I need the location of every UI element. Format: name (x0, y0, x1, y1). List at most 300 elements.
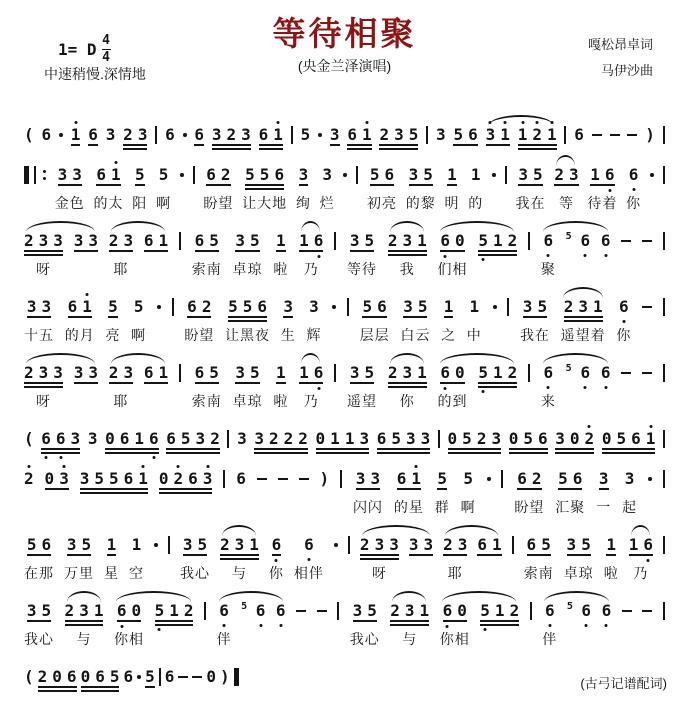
barline (501, 470, 503, 488)
note-token (41, 429, 80, 449)
note-digit: 5 (462, 429, 472, 448)
barline (528, 363, 530, 409)
augmentation-dot (343, 165, 347, 211)
barline (223, 470, 225, 488)
note-group (487, 469, 491, 489)
note-group (299, 231, 323, 251)
note-group (478, 363, 517, 383)
lyric: 你相 (114, 631, 145, 647)
lyric: 你相 (439, 631, 470, 647)
note-group (235, 363, 259, 383)
barline (340, 469, 342, 515)
barline (512, 536, 514, 554)
note-digit: 5 (533, 165, 543, 184)
note-digit: 6 (164, 667, 175, 686)
note-token (45, 469, 69, 515)
barline (663, 535, 665, 581)
note-group (444, 297, 454, 317)
note-digit: 3 (406, 429, 416, 448)
note-token (71, 125, 81, 145)
duration-dash (610, 125, 620, 145)
note-digit: 1 (518, 126, 528, 144)
note-group (27, 535, 51, 555)
note-group (137, 667, 141, 687)
phrase-paren (24, 667, 34, 687)
note-token (580, 231, 590, 277)
note-digit: 5 (453, 125, 464, 144)
note-token (88, 429, 98, 449)
note-token (273, 363, 288, 409)
note-group (663, 469, 665, 489)
note-digit: 3 (389, 535, 399, 554)
note-group (492, 165, 496, 185)
barline (159, 667, 161, 687)
note-digit: 5 (417, 297, 428, 316)
duration-dash (642, 240, 652, 242)
note-digit: 3 (70, 429, 81, 448)
barline (347, 298, 349, 316)
note-token (256, 601, 266, 647)
octave-dot-high (177, 465, 180, 468)
note-digit: 2 (443, 535, 453, 554)
augmentation-dot (183, 125, 187, 145)
note-digit: 2 (64, 601, 75, 620)
note-digit: 2 (24, 363, 34, 382)
octave-dot-low (584, 254, 587, 257)
note-group (602, 601, 612, 621)
note-digit: 5 (26, 535, 37, 554)
note-group (478, 231, 517, 251)
note-digit: 5 (565, 363, 572, 374)
lyric: 闪闪 (352, 499, 383, 515)
note-token (55, 165, 85, 211)
note-token (320, 165, 335, 211)
note-token (601, 231, 611, 277)
slur-arc (563, 287, 603, 298)
note-group (291, 125, 293, 145)
note-token (192, 231, 222, 277)
octave-dot-high (74, 121, 77, 124)
note-group (388, 231, 427, 251)
key-label: 1= D (58, 39, 97, 59)
slur-arc (631, 525, 650, 536)
barline (334, 232, 336, 250)
grace-note (566, 227, 572, 273)
note-group (24, 429, 34, 449)
barline (663, 364, 665, 382)
slur-arc (442, 591, 516, 602)
lyric: 等待 (347, 261, 378, 277)
note-group (135, 165, 145, 185)
note-group (318, 125, 322, 145)
note-digit: 0 (80, 667, 91, 686)
note-digit: 3 (486, 126, 496, 144)
note-token (444, 165, 459, 211)
note-group (397, 469, 421, 489)
note-group (109, 363, 133, 383)
lyric: 呀 (35, 393, 51, 409)
note-token (24, 535, 54, 581)
note-token (41, 125, 51, 145)
note-token (379, 125, 418, 145)
note-digit: 6 (601, 232, 611, 250)
note-digit: 3 (26, 601, 37, 620)
note-token (194, 125, 204, 145)
lyric: 让大地 (242, 195, 288, 211)
note-token (542, 601, 557, 647)
note-digit: 3 (283, 297, 294, 316)
slur-arc (111, 353, 165, 364)
time-signature (102, 34, 111, 65)
octave-dot-low (275, 559, 278, 562)
lyric: 与 (402, 631, 418, 647)
note-token (299, 231, 323, 277)
note-digit: 0 (158, 469, 169, 488)
lyric: 啦 (603, 565, 619, 581)
note-token (453, 125, 477, 145)
note-digit: 6 (165, 125, 175, 144)
note-digit: 1 (111, 166, 121, 184)
final-bar (234, 668, 239, 686)
note-token (602, 429, 656, 449)
note-group (448, 429, 502, 449)
barline (663, 429, 665, 449)
octave-dot-low (585, 624, 588, 627)
note-digit: 5 (541, 535, 551, 554)
score-line (22, 218, 667, 277)
note-digit: 1 (469, 297, 480, 316)
note-digit: 3 (235, 363, 246, 382)
note-digit: 2 (585, 430, 595, 448)
score-line (22, 152, 667, 211)
barline (663, 232, 665, 250)
duration-dash (621, 231, 631, 277)
note-group (544, 231, 554, 251)
note-digit: 1 (417, 231, 427, 250)
note-group (567, 535, 591, 555)
note-digit: 2 (507, 231, 518, 250)
note-token (105, 297, 120, 343)
octave-dot-low (307, 558, 310, 561)
note-group (379, 125, 418, 145)
note-token (233, 363, 263, 409)
note-digit: 2 (108, 231, 119, 250)
note-token (254, 429, 308, 449)
note-group (330, 125, 340, 145)
note-digit: 2 (387, 231, 398, 250)
note-digit: 6 (194, 363, 205, 382)
note-digit: 1 (411, 470, 421, 488)
note-group (629, 535, 653, 555)
lyric: 聚 (540, 261, 556, 277)
lyric: 伴 (216, 631, 232, 647)
note-token (74, 363, 98, 409)
octave-dot-low (604, 386, 607, 389)
note-group (629, 165, 639, 185)
note-group (601, 231, 611, 251)
note-token (388, 231, 427, 277)
note-group (107, 535, 117, 555)
grace-note (241, 597, 247, 643)
note-digit: 6 (96, 165, 107, 184)
note-group (443, 601, 467, 621)
barline (334, 364, 336, 382)
credits (588, 32, 653, 84)
note-token (80, 469, 148, 515)
augmentation-dot (137, 675, 141, 679)
note-group (276, 231, 286, 251)
note-group (347, 125, 371, 145)
note-group (195, 363, 219, 383)
note-token (242, 165, 287, 211)
note-digit: 6 (629, 166, 639, 184)
note-digit: 6 (219, 602, 229, 620)
note-digit: 2 (359, 535, 370, 554)
lyric: 生 (280, 327, 296, 343)
note-group (316, 429, 370, 449)
lyric: 你 (616, 327, 632, 343)
note-group (512, 535, 514, 555)
note-group (523, 297, 547, 317)
lyric: 辉 (306, 327, 322, 343)
note-digit: 1 (299, 231, 309, 250)
repeat-dot (43, 177, 46, 180)
note-group (206, 667, 216, 687)
lyric: 星 (104, 565, 119, 581)
augmentation-dot (487, 469, 491, 515)
note-token (299, 363, 323, 409)
note-digit: 2 (563, 297, 574, 316)
lyricist-credit: 嘎松昂卓词 (587, 37, 653, 52)
note-digit: 5 (369, 165, 380, 184)
note-token (192, 363, 222, 409)
note-digit: 3 (322, 165, 332, 184)
barline (663, 430, 665, 448)
note-group (517, 469, 541, 489)
note-digit: 5 (245, 165, 255, 184)
octave-dot-low (632, 188, 635, 191)
phrase-paren (319, 469, 329, 515)
note-token (165, 125, 175, 145)
octave-dot-low (608, 189, 611, 192)
note-group (38, 667, 77, 687)
note-token (438, 231, 468, 277)
note-digit: 6 (631, 429, 641, 448)
note-group (436, 125, 446, 145)
slur-arc (222, 525, 256, 536)
note-group (59, 125, 63, 145)
lyric: 层层 (359, 327, 390, 343)
note-token (104, 535, 119, 581)
barline (227, 430, 229, 448)
barline (347, 297, 349, 343)
note-token (306, 297, 321, 343)
note-token (132, 165, 147, 211)
note-token (561, 297, 606, 343)
note-group (180, 165, 184, 185)
note-digit: 6 (605, 166, 615, 184)
barline (505, 165, 507, 211)
note-group (296, 601, 306, 621)
note-token (296, 165, 311, 211)
note-group (41, 125, 51, 145)
duration-dash (192, 676, 202, 678)
note-digit: 3 (578, 297, 588, 316)
octave-dot-low (259, 624, 262, 627)
augmentation-dot (332, 297, 336, 343)
note-token (367, 165, 397, 211)
note-group (332, 297, 336, 317)
lyric: 你 (268, 565, 284, 581)
duration-dash (317, 601, 327, 647)
note-digit: 2 (24, 470, 34, 488)
note-token (574, 125, 584, 145)
note-digit: 5 (364, 363, 375, 382)
note-token (24, 231, 63, 277)
note-digit: 1 (273, 126, 283, 144)
note-token (514, 469, 544, 515)
note-digit: 2 (283, 429, 294, 448)
barline (564, 126, 566, 144)
note-digit: 6 (396, 469, 407, 488)
note-digit: 5 (364, 231, 375, 250)
note-token (353, 469, 383, 515)
note-digit: 2 (201, 297, 212, 316)
note-digit: 3 (53, 363, 63, 382)
note-group (453, 125, 477, 145)
octave-dot-low (279, 624, 282, 627)
note-token (394, 469, 424, 515)
note-digit: 5 (300, 125, 311, 144)
barline (530, 602, 532, 620)
note-digit: 3 (457, 535, 468, 554)
duration-dash (278, 478, 288, 480)
note-digit: 2 (390, 601, 400, 620)
final-barline (234, 667, 239, 687)
note-group (528, 231, 530, 251)
lyric: 我心 (24, 631, 54, 647)
repeat-bar-thin (34, 166, 36, 184)
lyric: 耶 (113, 393, 129, 409)
lyric: 伴 (542, 631, 558, 647)
note-digit: 6 (41, 535, 52, 554)
note-token (629, 535, 653, 581)
note-group (663, 125, 665, 145)
note-digit: 1 (447, 165, 457, 184)
note-digit: 3 (394, 125, 404, 144)
note-token (555, 469, 585, 515)
lyric: 啊 (460, 499, 476, 515)
note-group (236, 469, 246, 489)
slur-arc (111, 221, 165, 232)
note-digit: 3 (568, 165, 579, 184)
note-digit: 0 (105, 429, 115, 448)
note-group (219, 601, 229, 621)
note-digit: 6 (580, 232, 590, 250)
note-group (154, 535, 158, 555)
octave-dot-low (647, 559, 650, 562)
note-token (144, 231, 168, 277)
note-group (440, 363, 464, 383)
augmentation-dot (334, 543, 338, 547)
note-token (520, 297, 550, 343)
note-digit: 2 (554, 165, 564, 184)
note-digit: 6 (143, 231, 154, 250)
note-token (38, 667, 77, 687)
note-digit: 3 (254, 429, 264, 448)
note-digit: 1 (138, 470, 148, 488)
lyric: 汇聚 (555, 499, 586, 515)
note-group (486, 125, 510, 145)
note-digit: 0 (508, 429, 519, 448)
note-token (554, 165, 578, 211)
slur-arc (392, 591, 426, 602)
note-token (468, 165, 483, 211)
barline (663, 126, 665, 144)
composer-credit: 马伊沙曲 (600, 63, 653, 78)
note-group (334, 231, 336, 251)
lyric: 的到 (437, 393, 468, 409)
note-digit: 3 (555, 429, 565, 448)
note-digit: 1 (606, 535, 616, 554)
augmentation-dot (59, 133, 63, 137)
note-digit: 3 (370, 469, 381, 488)
note-group (256, 601, 266, 621)
octave-dot-low (446, 625, 449, 628)
note-token (225, 297, 270, 343)
note-digit: 6 (581, 602, 591, 620)
duration-dash (627, 134, 637, 136)
lyric: 待着 (587, 195, 618, 211)
note-group (509, 429, 548, 449)
note-digit: 2 (532, 126, 542, 144)
score-line (22, 456, 667, 515)
duration-dash (642, 601, 652, 647)
barline (348, 535, 350, 581)
lyric: 烂 (319, 195, 335, 211)
note-digit: 6 (67, 297, 78, 316)
note-group (477, 535, 501, 555)
lyric: 耶 (113, 261, 129, 277)
note-group (109, 231, 133, 251)
lyric: 绚 (295, 195, 311, 211)
barline (426, 126, 428, 144)
note-token (604, 535, 619, 581)
lyric: 我在 (515, 195, 546, 211)
lyric: 卓琼 (232, 393, 263, 409)
note-token (518, 125, 557, 145)
note-token (236, 469, 246, 515)
duration-dash (642, 363, 652, 409)
note-group (390, 601, 429, 621)
note-digit: 5 (197, 535, 208, 554)
note-digit: 1 (492, 535, 502, 554)
note-digit: 3 (352, 601, 363, 620)
lyric: 万里 (64, 565, 94, 581)
slur-arc (219, 591, 283, 602)
note-group (223, 469, 225, 489)
note-group (24, 469, 34, 489)
barline (663, 469, 665, 515)
note-digit: 6 (123, 667, 134, 686)
note-group (440, 231, 464, 251)
note-group (621, 231, 631, 251)
note-digit: 6 (574, 125, 584, 144)
lyric: 啦 (273, 261, 289, 277)
note-digit: 3 (491, 429, 502, 448)
note-group (663, 363, 665, 383)
note-digit: 2 (268, 429, 279, 448)
